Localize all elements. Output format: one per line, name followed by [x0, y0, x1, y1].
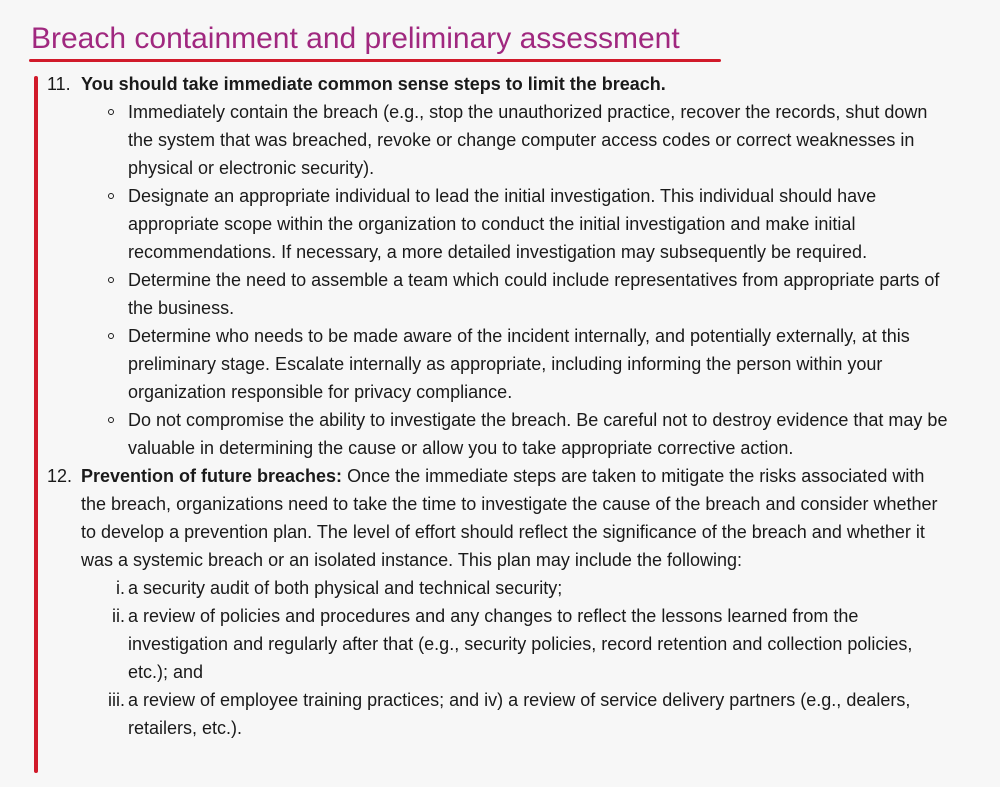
numbered-list	[0, 70, 1000, 742]
roman-item	[81, 602, 950, 686]
circle-bullet-icon	[108, 277, 114, 283]
item-lead: You should take immediate common sense steps to limit the breach.	[81, 74, 666, 94]
item-body: Once the immediate steps are taken to mitigate the risks associated with the breach, organizations need to take the time to investigate the cause of the breach and consider whether to develop a prevention plan. The level of effort should reflect the significance of the breach and whether it was a systemic breach or an isolated instance. This plan may include the following:	[81, 466, 938, 570]
roman-item	[81, 574, 950, 602]
content	[0, 70, 1000, 742]
item-number: 12.	[47, 466, 73, 486]
roman-text: a security audit of both physical and technical security;	[128, 578, 563, 598]
circle-bullet-icon	[108, 193, 114, 199]
roman-numeral: ii.	[112, 606, 125, 626]
item-lead: Prevention of future breaches:	[81, 466, 343, 486]
bullet-text: Designate an appropriate individual to lead the initial investigation. This individual should have appropriate scope within the organization to conduct the initial investigation and make initial recommendations. If necessary, a more detailed investigation may subsequently be required.	[128, 186, 877, 262]
roman-numeral: i.	[116, 578, 125, 598]
roman-list	[81, 574, 950, 742]
roman-text: a review of employee training practices; and iv) a review of service delivery partners (e.g., dealers, retailers, etc.).	[128, 690, 911, 738]
circle-bullet-icon	[108, 109, 114, 115]
item-number: 11.	[47, 74, 71, 94]
bullet-text: Do not compromise the ability to investigate the breach. Be careful not to destroy evidence that may be valuable in determining the cause or allow you to take appropriate corrective action.	[128, 410, 948, 458]
bullet-item	[81, 322, 950, 406]
heading-underline	[29, 59, 721, 62]
bullet-item	[81, 182, 950, 266]
section-heading: Breach containment and preliminary assessment	[31, 22, 680, 55]
roman-item	[81, 686, 950, 742]
bullet-item	[81, 266, 950, 322]
bullet-item	[81, 98, 950, 182]
circle-bullet-icon	[108, 333, 114, 339]
roman-text: a review of policies and procedures and any changes to reflect the lessons learned from the investigation and regularly after that (e.g., security policies, record retention and collection policies, etc.); and	[128, 606, 913, 682]
bullet-item	[81, 406, 950, 462]
circle-bullet-icon	[108, 417, 114, 423]
roman-numeral: iii.	[108, 690, 125, 710]
bullet-text: Immediately contain the breach (e.g., stop the unauthorized practice, recover the records, shut down the system that was breached, revoke or change computer access codes or correct weaknesses in physical or electronic security).	[128, 102, 928, 178]
bullet-text: Determine who needs to be made aware of the incident internally, and potentially externally, at this preliminary stage. Escalate internally as appropriate, including informing the person within your organization responsible for privacy compliance.	[128, 326, 910, 402]
bullet-list	[81, 98, 950, 462]
list-item-11	[0, 70, 1000, 462]
bullet-text: Determine the need to assemble a team which could include representatives from appropriate parts of the business.	[128, 270, 940, 318]
list-item-12	[0, 462, 1000, 742]
